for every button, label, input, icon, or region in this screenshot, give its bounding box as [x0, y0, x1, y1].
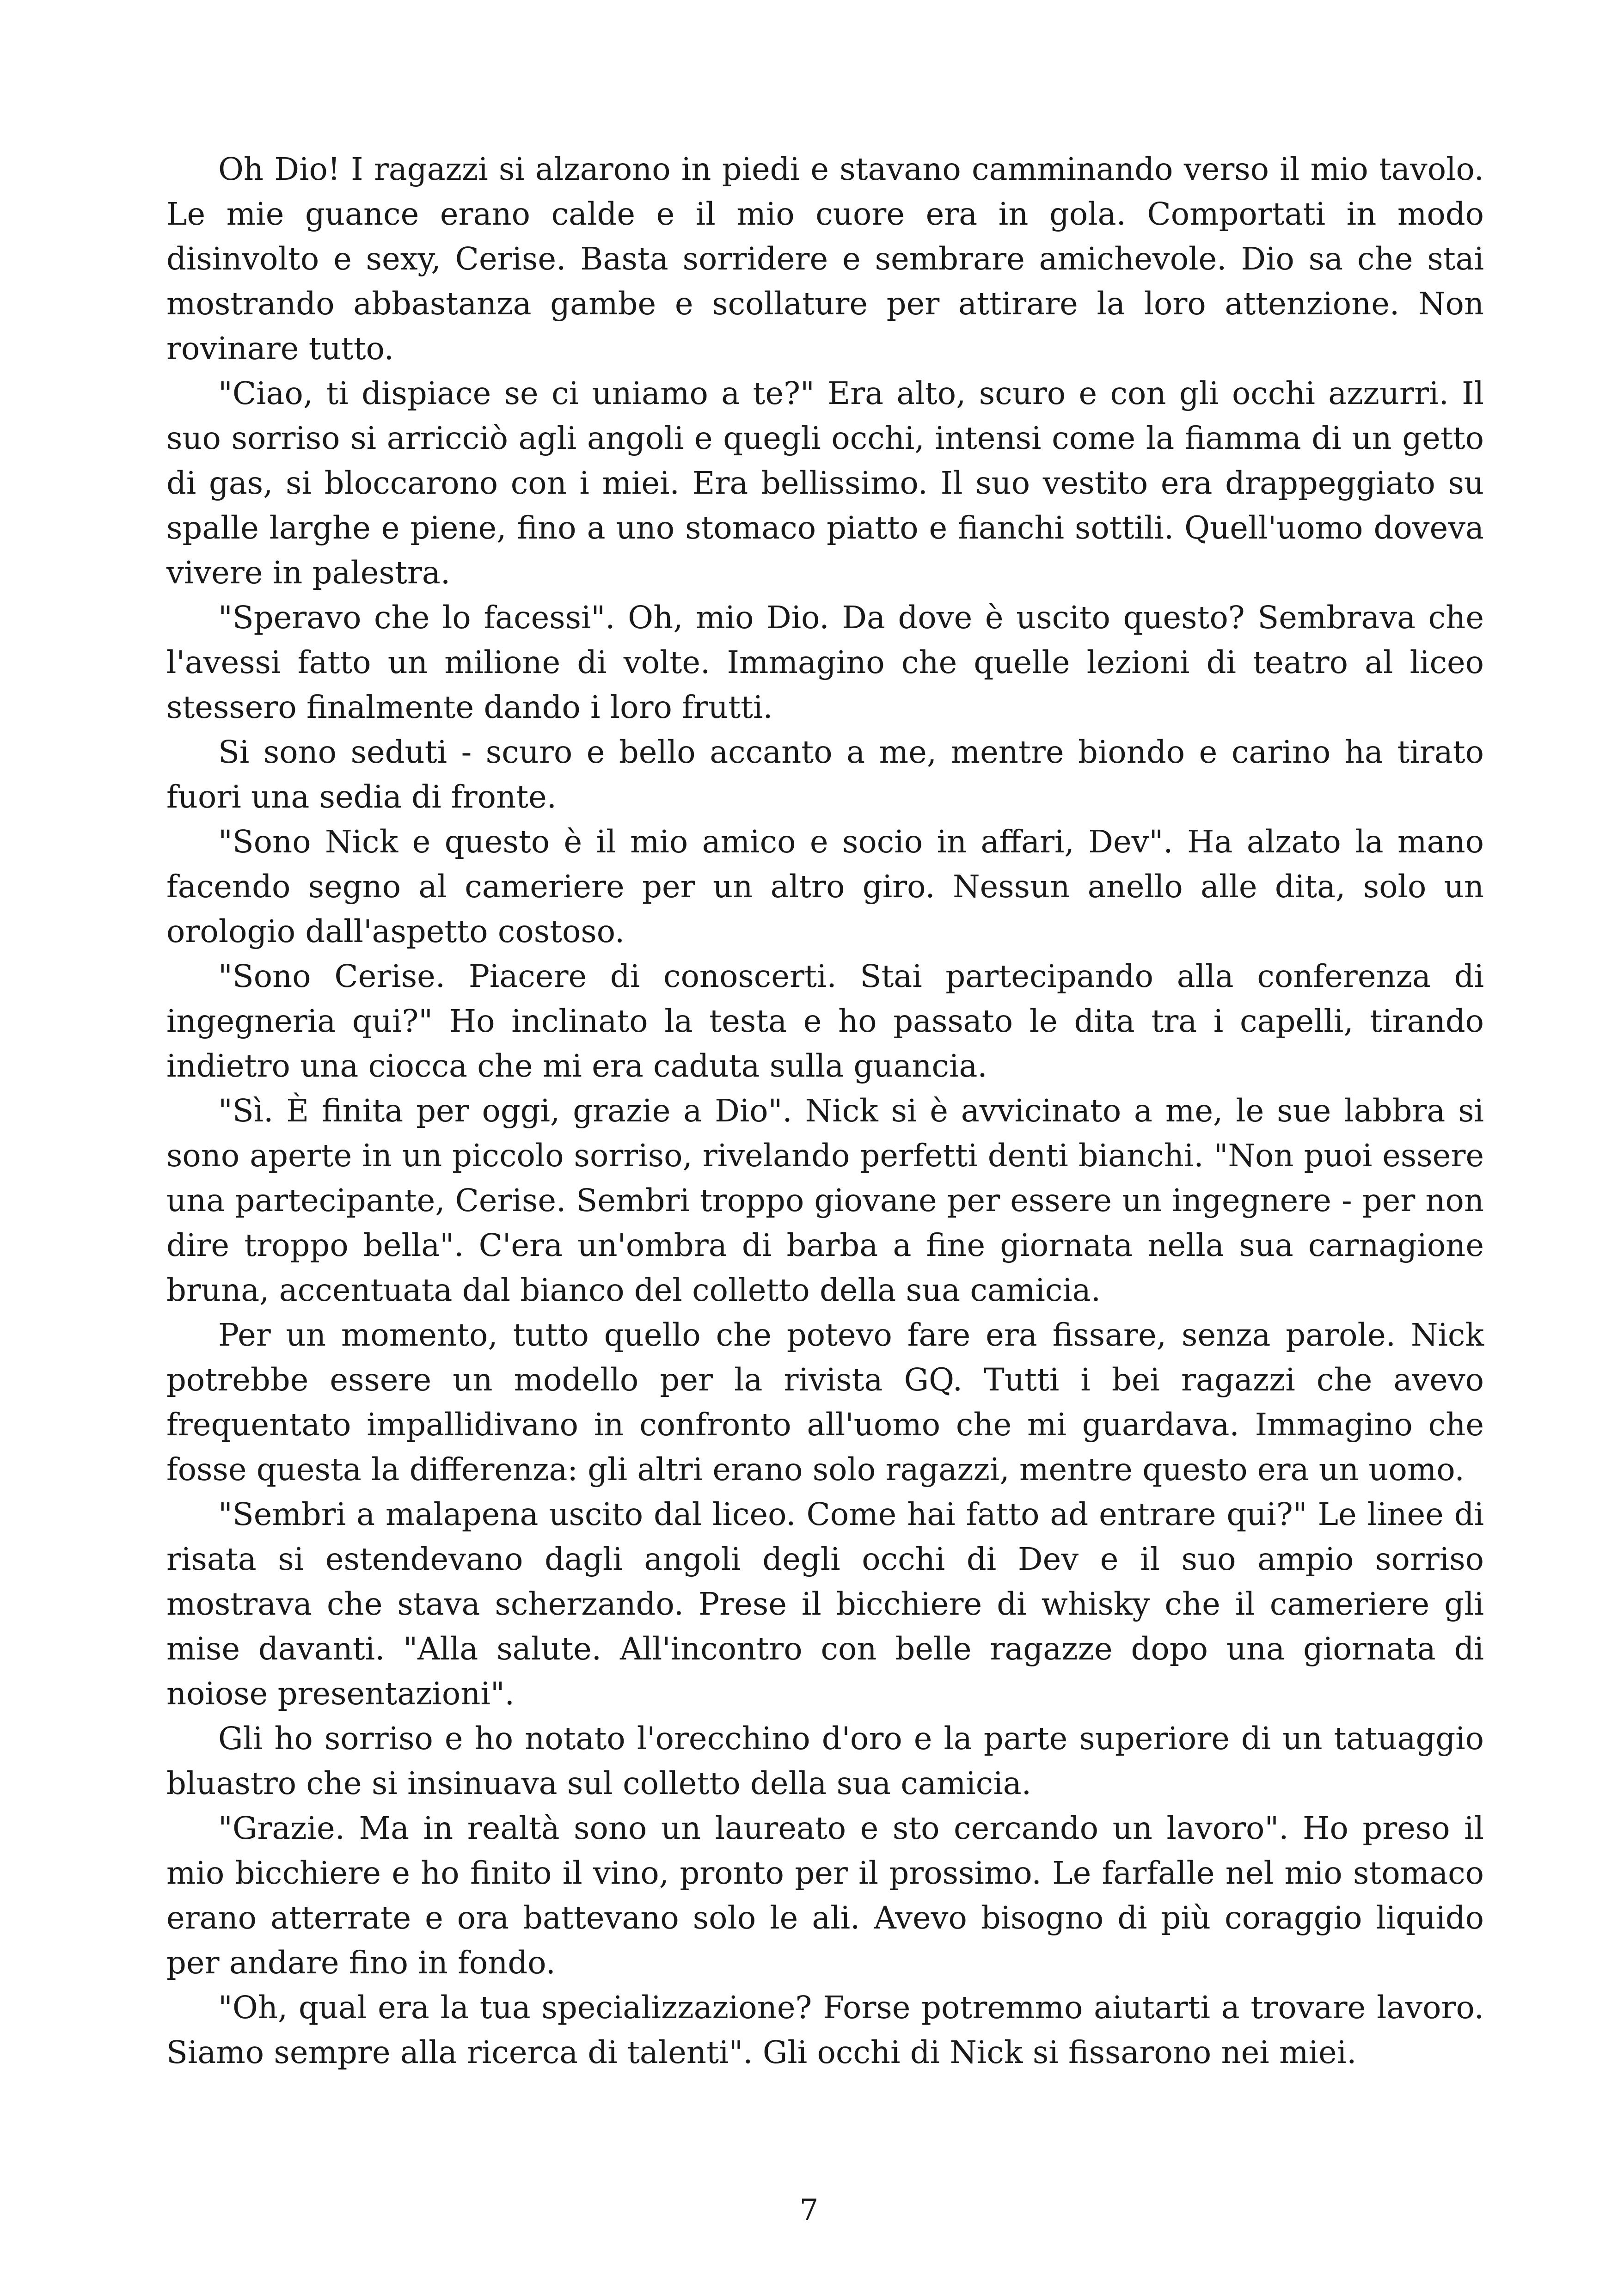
paragraph: Per un momento, tutto quello che potevo fare era fissare, senza parole. Nick potrebbe essere un modello per la rivista GQ. Tutti i bei ragazzi che avevo frequentato impallidivano in confronto all'uomo che mi guardava. Immagino che fosse questa la differenza: gli altri erano solo ragazzi, mentre questo era un uomo.: [166, 1317, 1484, 1488]
paragraph: "Sembri a malapena uscito dal liceo. Come hai fatto ad entrare qui?" Le linee di risata si estendevano dagli angoli degli occhi di Dev e il suo ampio sorriso mostrava che stava scherzando. Prese il bicchiere di whisky che il cameriere gli mise davanti. "Alla salute. All'incontro con belle ragazze dopo una giornata di noiose presentazioni".: [166, 1496, 1484, 1712]
paragraph: "Sono Cerise. Piacere di conoscerti. Stai partecipando alla conferenza di ingegneria qui?" Ho inclinato la testa e ho passato le dita tra i capelli, tirando indietro una ciocca che mi era caduta sulla guancia.: [166, 958, 1484, 1084]
paragraph: Oh Dio! I ragazzi si alzarono in piedi e stavano camminando verso il mio tavolo. Le mie guance erano calde e il mio cuore era in gola. Comportati in modo disinvolto e sexy, Cerise. Basta sorridere e sembrare amichevole. Dio sa che stai mostrando abbastanza gambe e scollature per attirare la loro attenzione. Non rovinare tutto.: [166, 151, 1484, 367]
paragraph: Gli ho sorriso e ho notato l'orecchino d'oro e la parte superiore di un tatuaggio bluastro che si insinuava sul colletto della sua camicia.: [166, 1720, 1484, 1801]
page-number: 7: [799, 2193, 819, 2228]
paragraph: "Sono Nick e questo è il mio amico e socio in affari, Dev". Ha alzato la mano facendo segno al cameriere per un altro giro. Nessun anello alle dita, solo un orologio dall'aspetto costoso.: [166, 824, 1484, 949]
body-text: [166, 147, 1484, 2075]
paragraph: "Grazie. Ma in realtà sono un laureato e sto cercando un lavoro". Ho preso il mio bicchiere e ho finito il vino, pronto per il prossimo. Le farfalle nel mio stomaco erano atterrate e ora battevano solo le ali. Avevo bisogno di più coraggio liquido per andare fino in fondo.: [166, 1810, 1484, 1981]
paragraph: "Speravo che lo facessi". Oh, mio Dio. Da dove è uscito questo? Sembrava che l'avessi fatto un milione di volte. Immagino che quelle lezioni di teatro al liceo stessero finalmente dando i loro frutti.: [166, 600, 1484, 725]
paragraph: Si sono seduti - scuro e bello accanto a me, mentre biondo e carino ha tirato fuori una sedia di fronte.: [166, 734, 1484, 815]
paragraph: "Ciao, ti dispiace se ci uniamo a te?" Era alto, scuro e con gli occhi azzurri. Il suo sorriso si arricciò agli angoli e quegli occhi, intensi come la fiamma di un getto di gas, si bloccarono con i miei. Era bellissimo. Il suo vestito era drappeggiato su spalle larghe e piene, fino a uno stomaco piatto e fianchi sottili. Quell'uomo doveva vivere in palestra.: [166, 375, 1484, 591]
paragraph: "Oh, qual era la tua specializzazione? Forse potremmo aiutarti a trovare lavoro. Siamo sempre alla ricerca di talenti". Gli occhi di Nick si fissarono nei miei.: [166, 1990, 1484, 2070]
paragraph: "Sì. È finita per oggi, grazie a Dio". Nick si è avvicinato a me, le sue labbra si sono aperte in un piccolo sorriso, rivelando perfetti denti bianchi. "Non puoi essere una partecipante, Cerise. Sembri troppo giovane per essere un ingegnere - per non dire troppo bella". C'era un'ombra di barba a fine giornata nella sua carnagione bruna, accentuata dal bianco del colletto della sua camicia.: [166, 1093, 1484, 1308]
